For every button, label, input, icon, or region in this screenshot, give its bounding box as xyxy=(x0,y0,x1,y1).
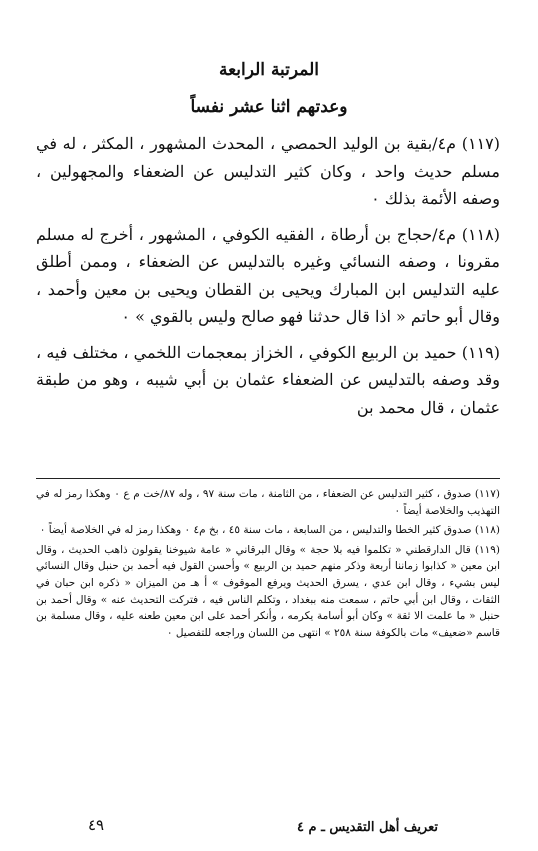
entry-117: (١١٧) م٤/بقية بن الوليد الحمصي ، المحدث المشهور ، المكثر ، له في مسلم حديث واحد ، وكان كثير التدليس عن الضعفاء والمجهولين ، وصفه الأئمة بذلك ٠ xyxy=(36,134,501,208)
page-number: ٤٩ xyxy=(88,816,105,834)
section-subtitle: وعدتهم اثنا عشر نفساً xyxy=(190,97,348,117)
entry-119: (١١٩) حميد بن الربيع الكوفي ، الخزاز بمعجمات اللخمي ، مختلف فيه ، وقد وصفه بالتدليس عن الضعفاء عثمان بن أبي شيبه ، وهو من طبقة عثمان ، قال محمد بن xyxy=(36,342,500,417)
footnote-117: (١١٧) صدوق ، كثير التدليس عن الضعفاء ، من الثامنة ، مات سنة ٩٧ ، وله ٨٧/خت م ع ٠ وهكذا رمز له في التهذيب والخلاصة أيضاً ٠ xyxy=(36,488,500,517)
footnote-divider xyxy=(36,478,500,479)
footnotes xyxy=(36,486,500,644)
section-title: المرتبة الرابعة xyxy=(218,60,320,80)
footnote-119: (١١٩) قال الدارقطني « تكلموا فيه بلا حجة » وقال البرقاني « عامة شيوخنا يقولون ذاهب الحديث ، وقال ابن معين « كذابوا زماننا أربعة وذكر منهم حميد بن الربيع » وأحسن القول فيه أحمد بن حنبل وقال النسائي ليس بشيء ، وقال ابن عدي ، يسرق الحديث ويرفع الموقوف » أ هـ من الميزان « ذكره ابن حبان في الثقات ، وقال ابن أبي حاتم ، سمعت منه ببغداد ، وتكلم الناس فيه ، فتركت التحديث عنه » وقال أحمد بن حنبل « ما علمت الا ثقة » وكان أبو أسامة يكرمه ، وأنكر أحمد على ابن معين طعنه عليه ، وقال مسلمة بن قاسم «ضعيف» مات بالكوفة سنة ٢٥٨ » انتهى من اللسان وراجعه للتفصيل ٠ xyxy=(36,543,500,639)
footnote-118: (١١٨) صدوق كثير الخطا والتدليس ، من السابعة ، مات سنة ٤٥ ، بخ م٤ ٠ وهكذا رمز له في الخلاصة أيضاً ٠ xyxy=(39,524,500,537)
entry-118: (١١٨) م٤/حجاج بن أرطاة ، الفقيه الكوفي ، المشهور ، أخرج له مسلم مقرونا ، وصفه النسائي وغيره بالتدليس عن الضعفاء ، وممن أطلق عليه التدليس ابن المبارك ويحيى بن القطان ويحيى بن معين وأحمد ، وقال أبو حاتم « اذا قال حدثنا فهو صالح وليس بالقوي » ٠ xyxy=(36,224,501,326)
main-text xyxy=(36,130,500,429)
running-footer-title: تعريف أهل التقديس ـ م ٤ xyxy=(296,820,438,835)
